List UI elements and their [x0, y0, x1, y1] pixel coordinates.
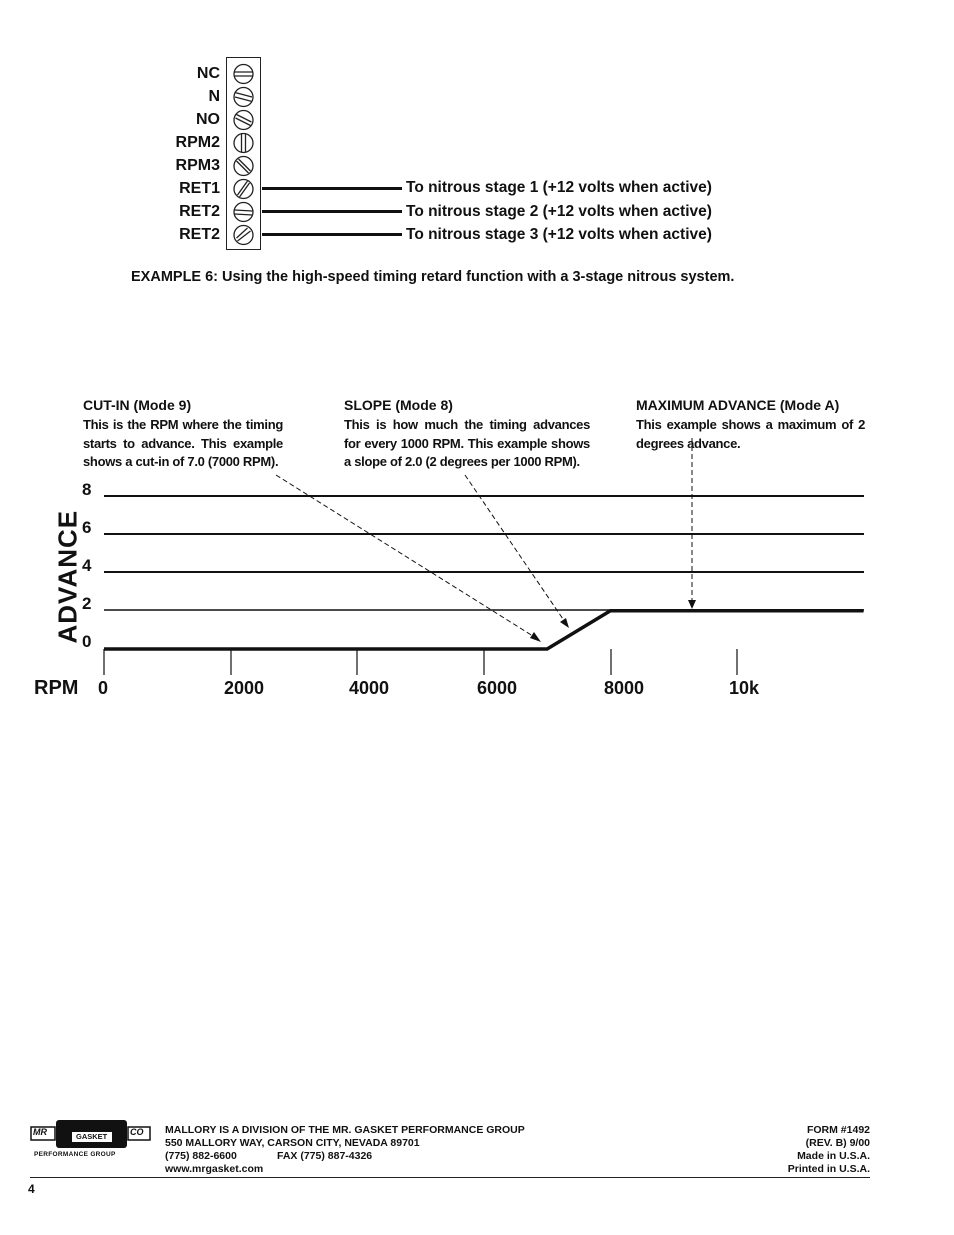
logo-co: CO [130, 1127, 144, 1137]
footer-address: 550 MALLORY WAY, CARSON CITY, NEVADA 89701 [165, 1137, 420, 1149]
x-tick-label: 4000 [349, 678, 390, 698]
y-tick-label: 4 [82, 556, 92, 575]
example-caption: EXAMPLE 6: Using the high-speed timing retard function with a 3-stage nitrous system. [131, 269, 735, 285]
y-tick-label: 2 [82, 594, 92, 613]
wire-label-stage-3: To nitrous stage 3 (+12 volts when active) [406, 226, 712, 243]
footer-company: MALLORY IS A DIVISION OF THE MR. GASKET PERFORMANCE GROUP [165, 1124, 525, 1136]
y-tick-label: 6 [82, 518, 92, 537]
wire-label-stage-2: To nitrous stage 2 (+12 volts when active) [406, 203, 712, 220]
y-tick-label: 8 [82, 480, 92, 499]
terminal-label-rpm2: RPM2 [175, 134, 220, 151]
page-number: 4 [28, 1182, 35, 1196]
cutin-arrowhead [530, 632, 541, 642]
terminal-label-n: N [208, 88, 220, 105]
y-tick-label: 0 [82, 632, 92, 651]
x-tick-label: 0 [98, 678, 109, 698]
terminal-label-no: NO [196, 111, 220, 128]
terminal-label-ret1: RET1 [179, 180, 220, 197]
advance-series-line [104, 611, 864, 649]
logo-gasket: GASKET [76, 1132, 108, 1141]
footer-web: www.mrgasket.com [165, 1163, 264, 1175]
terminal-label-rpm3: RPM3 [175, 157, 220, 174]
x-tick-label: 6000 [477, 678, 518, 698]
y-axis-label: ADVANCE [52, 509, 83, 644]
terminal-label-nc: NC [196, 65, 220, 82]
footer-rev: (REV. B) 9/00 [805, 1137, 870, 1149]
note-maxadv-body: This example shows a maximum of 2 degrees advance. [636, 417, 865, 451]
x-tick-label: 10k [729, 678, 760, 698]
logo-group: PERFORMANCE GROUP [34, 1151, 116, 1158]
terminal-label-ret3: RET2 [179, 226, 220, 243]
note-cutin-body: This is the RPM where the timing starts to advance. This example shows a cut-in of 7.0 (7000 RPM). [83, 417, 283, 469]
note-maxadv-title: MAXIMUM ADVANCE (Mode A) [636, 397, 840, 413]
footer-divider [30, 1177, 870, 1178]
footer-form: FORM #1492 [806, 1124, 870, 1136]
footer-made: Made in U.S.A. [797, 1150, 870, 1162]
x-tick-label: 8000 [604, 678, 645, 698]
footer-fax: FAX (775) 887-4326 [277, 1150, 373, 1162]
terminal-label-ret2: RET2 [179, 203, 220, 220]
slope-arrowhead [560, 618, 569, 628]
cutin-arrow-line [276, 475, 536, 638]
mr-gasket-logo [30, 1119, 152, 1161]
x-tick-label: 2000 [224, 678, 265, 698]
footer-printed: Printed in U.S.A. [787, 1163, 870, 1175]
note-cutin-title: CUT-IN (Mode 9) [83, 397, 192, 413]
logo-mr: MR [33, 1127, 47, 1137]
x-axis-label: RPM [34, 677, 79, 699]
slope-arrow-line [465, 475, 565, 622]
maxadv-arrowhead [688, 600, 696, 609]
wire-label-stage-1: To nitrous stage 1 (+12 volts when active) [406, 179, 712, 196]
footer-phone: (775) 882-6600 [165, 1150, 237, 1162]
note-slope-title: SLOPE (Mode 8) [344, 397, 453, 413]
note-slope-body: This is how much the timing advances for every 1000 RPM. This example shows a slope of 2.0 (2 degrees per 1000 RPM). [344, 417, 590, 469]
